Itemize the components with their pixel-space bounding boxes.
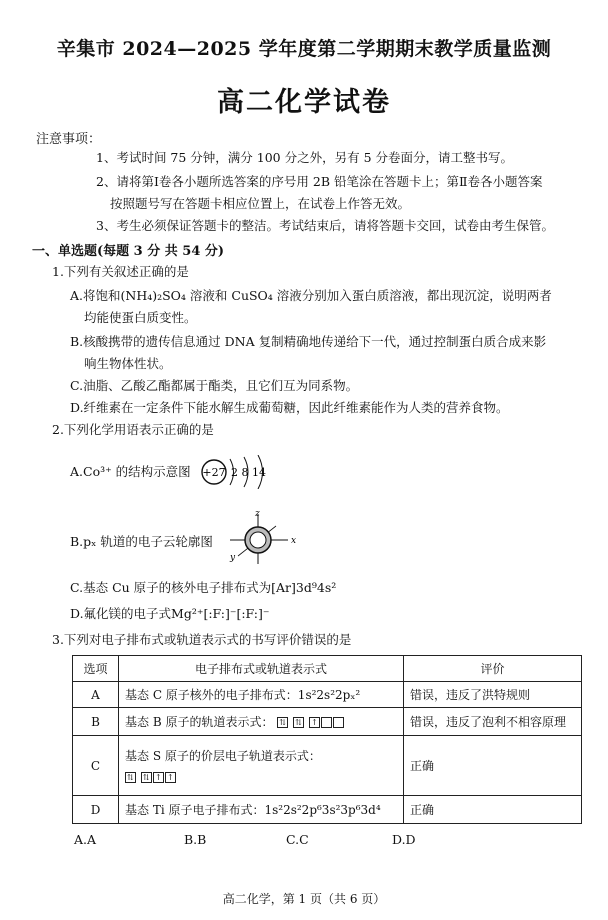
- atom-shell-electrons: 2 8 14: [231, 466, 266, 479]
- question-3-stem: 3.下列对电子排布式或轨道表示式的书写评价错误的是: [52, 632, 352, 647]
- question-1-stem: 1.下列有关叙述正确的是: [52, 264, 189, 279]
- question-1-option-a: A.将饱和(NH₄)₂SO₄ 溶液和 CuSO₄ 溶液分别加入蛋白质溶液，都出现沉淀，说明两者: [70, 288, 552, 303]
- axis-x-label: x: [291, 536, 297, 546]
- axis-y-label: y: [230, 553, 236, 563]
- table-header-expression: 电子排布式或轨道表示式: [119, 656, 404, 682]
- evaluation-table: [72, 655, 582, 824]
- table-header-option: 选项: [73, 656, 119, 682]
- question-2-option-b: B.pₓ 轨道的电子云轮廓图: [70, 534, 213, 549]
- note-item: 2、请将第Ⅰ卷各小题所选答案的序号用 2B 铅笔涂在答题卡上；第Ⅱ卷各小题答案: [96, 174, 543, 189]
- p-orbital-diagram: [226, 508, 306, 568]
- question-3-answer-c: C.C: [286, 832, 309, 847]
- question-2-option-d: D.氟化镁的电子式Mg²⁺[:F:]⁻[:F:]⁻: [70, 606, 270, 621]
- expression-text: 基态 B 原子的轨道表示式：: [125, 715, 274, 729]
- expression-text: 基态 S 原子的价层电子轨道表示式：: [125, 749, 321, 763]
- table-cell-option: A: [73, 682, 119, 708]
- table-cell-evaluation: 错误，违反了洪特规则: [404, 682, 582, 708]
- atom-nucleus-label: +27: [202, 466, 226, 479]
- table-row: [73, 682, 582, 708]
- question-1-option-c: C.油脂、乙酸乙酯都属于酯类，且它们互为同系物。: [70, 378, 359, 393]
- question-1-option-a-cont: 均能使蛋白质变性。: [84, 310, 197, 325]
- note-item: 按照题号写在答题卡相应位置上，在试卷上作答无效。: [110, 196, 411, 211]
- table-row: [73, 736, 582, 796]
- table-cell-expression: [119, 736, 404, 796]
- table-row: [73, 796, 582, 824]
- table-cell-option: D: [73, 796, 119, 824]
- question-1-option-b: B.核酸携带的遗传信息通过 DNA 复制精确地传递给下一代，通过控制蛋白质合成来影: [70, 334, 547, 349]
- question-2-option-a: A.Co³⁺ 的结构示意图: [70, 464, 191, 479]
- table-cell-option: C: [73, 736, 119, 796]
- table-row: [73, 708, 582, 736]
- question-3-answer-d: D.D: [392, 832, 416, 847]
- table-cell-option: B: [73, 708, 119, 736]
- orbital-boxes: ⇅ ⇅ ↑: [277, 715, 345, 729]
- question-1-option-b-cont: 响生物体性状。: [84, 356, 172, 371]
- atom-structure-diagram: [200, 455, 290, 489]
- axis-z-label: z: [255, 509, 260, 519]
- paper-title: 高二化学试卷: [217, 87, 391, 118]
- question-3-answer-b: B.B: [184, 832, 207, 847]
- table-header-evaluation: 评价: [404, 656, 582, 682]
- table-cell-evaluation: 正确: [404, 736, 582, 796]
- question-2-option-c: C.基态 Cu 原子的核外电子排布式为[Ar]3d⁹4s²: [70, 580, 337, 595]
- page-footer: 高二化学，第 1 页（共 6 页）: [222, 892, 386, 906]
- table-cell-evaluation: 正确: [404, 796, 582, 824]
- exam-title: 辛集市 2024—2025 学年度第二学期期末教学质量监测: [56, 38, 552, 60]
- note-item: 3、考生必须保证答题卡的整洁。考试结束后，请将答题卡交回，试卷由考生保管。: [96, 218, 554, 233]
- question-3-answer-a: A.A: [74, 832, 97, 847]
- section-title: 一、单选题(每题 3 分 共 54 分): [32, 244, 225, 259]
- question-2-stem: 2.下列化学用语表示正确的是: [52, 422, 214, 437]
- note-item: 1、考试时间 75 分钟，满分 100 分之外，另有 5 分卷面分，请工整书写。: [96, 150, 514, 165]
- table-cell-expression: [119, 708, 404, 736]
- orbital-boxes: ⇅ ⇅ ↑ ↑: [125, 770, 397, 784]
- table-cell-evaluation: 错误，违反了泡利不相容原理: [404, 708, 582, 736]
- table-cell-expression: 基态 Ti 原子电子排布式：1s²2s²2p⁶3s²3p⁶3d⁴: [119, 796, 404, 824]
- notes-label: 注意事项：: [36, 132, 102, 147]
- question-1-option-d: D.纤维素在一定条件下能水解生成葡萄糖，因此纤维素能作为人类的营养食物。: [70, 400, 509, 415]
- table-header-row: [73, 656, 582, 682]
- table-cell-expression: 基态 C 原子核外的电子排布式：1s²2s²2pₓ²: [119, 682, 404, 708]
